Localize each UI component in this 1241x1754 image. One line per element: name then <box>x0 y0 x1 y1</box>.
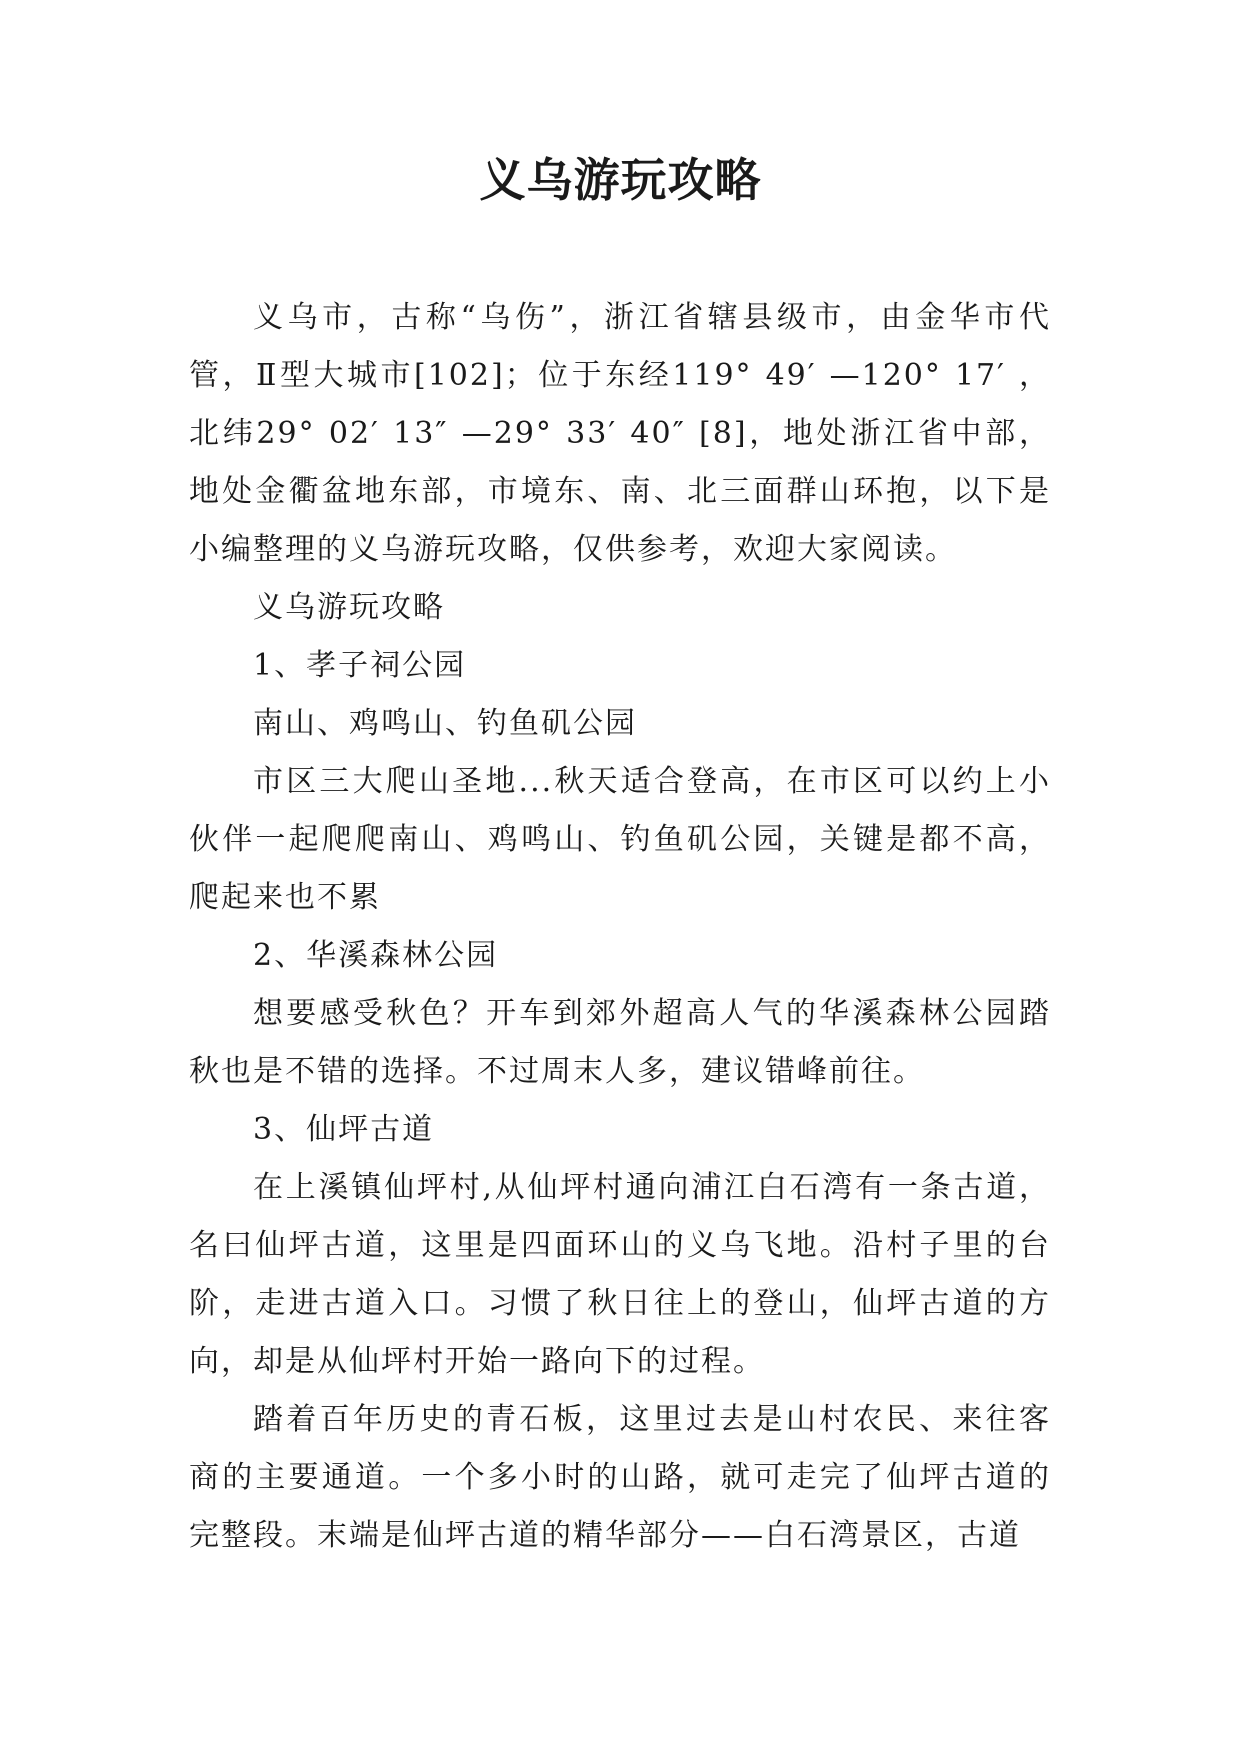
paragraph: 市区三大爬山圣地...秋天适合登高，在市区可以约上小伙伴一起爬爬南山、鸡鸣山、钓鱼矶公园，关键是都不高，爬起来也不累 <box>189 764 1051 915</box>
document-body <box>189 289 1051 1565</box>
section-heading: 义乌游玩攻略 <box>253 590 445 625</box>
document-title: 义乌游玩攻略 <box>479 153 762 207</box>
paragraph-subtitle: 南山、鸡鸣山、钓鱼矶公园 <box>253 706 637 741</box>
paragraph: 想要感受秋色？开车到郊外超高人气的华溪森林公园踏秋也是不错的选择。不过周末人多，建议错峰前往。 <box>189 996 1051 1089</box>
item-heading-3: 3、仙坪古道 <box>253 1112 435 1147</box>
paragraph: 在上溪镇仙坪村,从仙坪村通向浦江白石湾有一条古道，名曰仙坪古道，这里是四面环山的义乌飞地。沿村子里的台阶，走进古道入口。习惯了秋日往上的登山，仙坪古道的方向，却是从仙坪村开始一路向下的过程。 <box>189 1170 1051 1379</box>
intro-paragraph: 义乌市，古称“乌伤”，浙江省辖县级市，由金华市代管，Ⅱ型大城市[102]；位于东经119° 49′ —120° 17′ ，北纬29° 02′ 13″ —29° 33′ 40″ [8]，地处浙江省中部，地处金衢盆地东部，市境东、南、北三面群山环抱，以下是小编整理的义乌游玩攻略，仅供参考，欢迎大家阅读。 <box>189 300 1051 567</box>
item-heading-1: 1、孝子祠公园 <box>253 648 467 683</box>
item-heading-2: 2、华溪森林公园 <box>253 938 499 973</box>
paragraph: 踏着百年历史的青石板，这里过去是山村农民、来往客商的主要通道。一个多小时的山路，就可走完了仙坪古道的完整段。末端是仙坪古道的精华部分——白石湾景区，古道 <box>189 1402 1051 1553</box>
